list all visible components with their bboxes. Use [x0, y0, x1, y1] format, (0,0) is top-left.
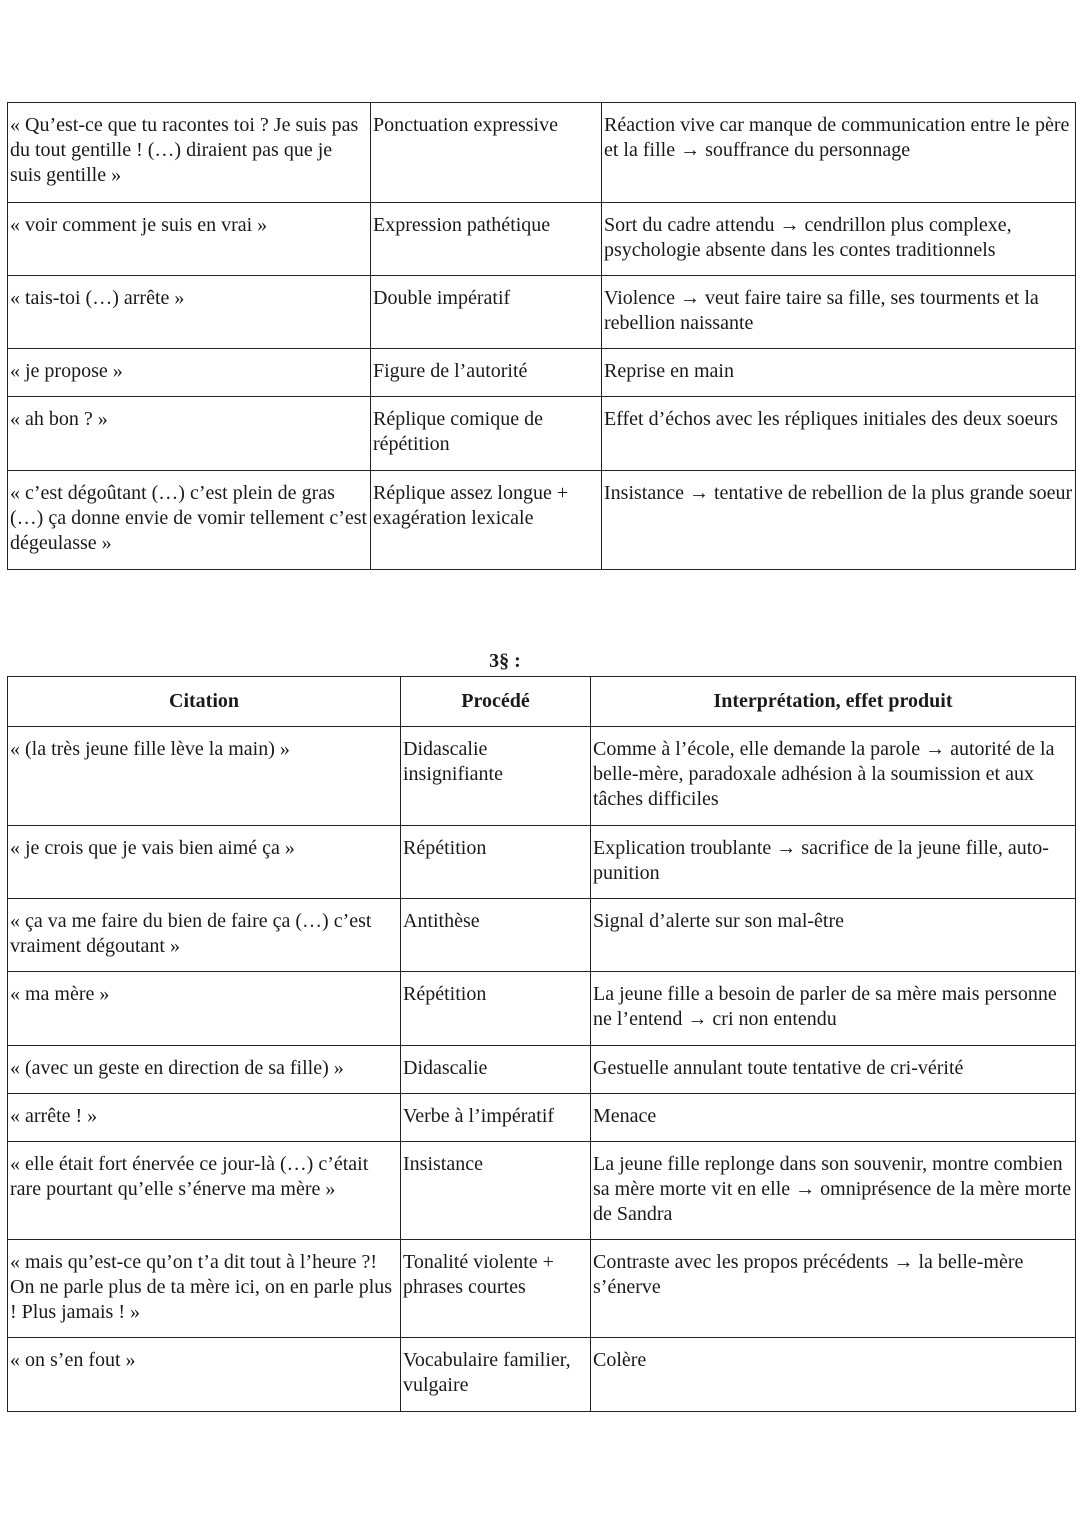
analysis-table-3 — [7, 676, 1076, 1412]
interpretation-cell: Sort du cadre attendu → cendrillon plus complexe, psychologie absente dans les contes traditionnels — [602, 203, 1076, 276]
procede-cell: Vocabulaire familier, vulgaire — [401, 1338, 591, 1412]
analysis-table-continued — [7, 102, 1076, 570]
citation-cell: « (avec un geste en direction de sa fille) » — [8, 1046, 401, 1094]
table-row — [8, 1094, 1076, 1142]
procede-cell: Ponctuation expressive — [371, 103, 602, 203]
table-row — [8, 349, 1076, 397]
table-row — [8, 972, 1076, 1046]
procede-cell: Expression pathétique — [371, 203, 602, 276]
citation-cell: « (la très jeune fille lève la main) » — [8, 727, 401, 826]
citation-cell: « elle était fort énervée ce jour-là (…) c’était rare pourtant qu’elle s’énerve ma mère » — [8, 1142, 401, 1240]
procede-cell: Tonalité violente + phrases courtes — [401, 1240, 591, 1338]
procede-cell: Réplique assez longue + exagération lexicale — [371, 471, 602, 570]
interpretation-cell: Reprise en main — [602, 349, 1076, 397]
table-row — [8, 1338, 1076, 1412]
interpretation-cell: Réaction vive car manque de communication entre le père et la fille → souffrance du personnage — [602, 103, 1076, 203]
procede-cell: Didascalie insignifiante — [401, 727, 591, 826]
procede-cell: Figure de l’autorité — [371, 349, 602, 397]
column-header-citation: Citation — [8, 677, 401, 727]
citation-cell: « mais qu’est-ce qu’on t’a dit tout à l’heure ?! On ne parle plus de ta mère ici, on en parle plus ! Plus jamais ! » — [8, 1240, 401, 1338]
citation-cell: « tais-toi (…) arrête » — [8, 276, 371, 349]
procede-cell: Insistance — [401, 1142, 591, 1240]
section-title: 3§ : — [489, 650, 521, 672]
interpretation-cell: Violence → veut faire taire sa fille, ses tourments et la rebellion naissante — [602, 276, 1076, 349]
interpretation-cell: Contraste avec les propos précédents → la belle-mère s’énerve — [591, 1240, 1076, 1338]
table-row — [8, 1142, 1076, 1240]
procede-cell: Double impératif — [371, 276, 602, 349]
table-row — [8, 899, 1076, 972]
table-row — [8, 397, 1076, 471]
table-row — [8, 471, 1076, 570]
citation-cell: « ah bon ? » — [8, 397, 371, 471]
interpretation-cell: Menace — [591, 1094, 1076, 1142]
table-row — [8, 103, 1076, 203]
citation-cell: « je propose » — [8, 349, 371, 397]
column-header-procede: Procédé — [401, 677, 591, 727]
citation-cell: « arrête ! » — [8, 1094, 401, 1142]
interpretation-cell: Colère — [591, 1338, 1076, 1412]
table-row — [8, 727, 1076, 826]
procede-cell: Répétition — [401, 826, 591, 899]
interpretation-cell: La jeune fille a besoin de parler de sa mère mais personne ne l’entend → cri non entendu — [591, 972, 1076, 1046]
table-row — [8, 1240, 1076, 1338]
interpretation-cell: Gestuelle annulant toute tentative de cri-vérité — [591, 1046, 1076, 1094]
interpretation-cell: Effet d’échos avec les répliques initiales des deux soeurs — [602, 397, 1076, 471]
citation-cell: « Qu’est-ce que tu racontes toi ? Je suis pas du tout gentille ! (…) diraient pas que je suis gentille » — [8, 103, 371, 203]
citation-cell: « je crois que je vais bien aimé ça » — [8, 826, 401, 899]
procede-cell: Verbe à l’impératif — [401, 1094, 591, 1142]
citation-cell: « voir comment je suis en vrai » — [8, 203, 371, 276]
citation-cell: « on s’en fout » — [8, 1338, 401, 1412]
procede-cell: Antithèse — [401, 899, 591, 972]
table-row — [8, 1046, 1076, 1094]
citation-cell: « ma mère » — [8, 972, 401, 1046]
interpretation-cell: La jeune fille replonge dans son souvenir, montre combien sa mère morte vit en elle → omniprésence de la mère morte de Sandra — [591, 1142, 1076, 1240]
table-header-row — [8, 677, 1076, 727]
interpretation-cell: Signal d’alerte sur son mal-être — [591, 899, 1076, 972]
interpretation-cell: Explication troublante → sacrifice de la jeune fille, auto-punition — [591, 826, 1076, 899]
table-row — [8, 203, 1076, 276]
procede-cell: Didascalie — [401, 1046, 591, 1094]
table-row — [8, 276, 1076, 349]
procede-cell: Répétition — [401, 972, 591, 1046]
citation-cell: « c’est dégoûtant (…) c’est plein de gras (…) ça donne envie de vomir tellement c’est dégeulasse » — [8, 471, 371, 570]
interpretation-cell: Insistance → tentative de rebellion de la plus grande soeur — [602, 471, 1076, 570]
column-header-interpretation: Interprétation, effet produit — [591, 677, 1076, 727]
table-row — [8, 826, 1076, 899]
interpretation-cell: Comme à l’école, elle demande la parole → autorité de la belle-mère, paradoxale adhésion à la soumission et aux tâches difficiles — [591, 727, 1076, 826]
procede-cell: Réplique comique de répétition — [371, 397, 602, 471]
citation-cell: « ça va me faire du bien de faire ça (…) c’est vraiment dégoutant » — [8, 899, 401, 972]
